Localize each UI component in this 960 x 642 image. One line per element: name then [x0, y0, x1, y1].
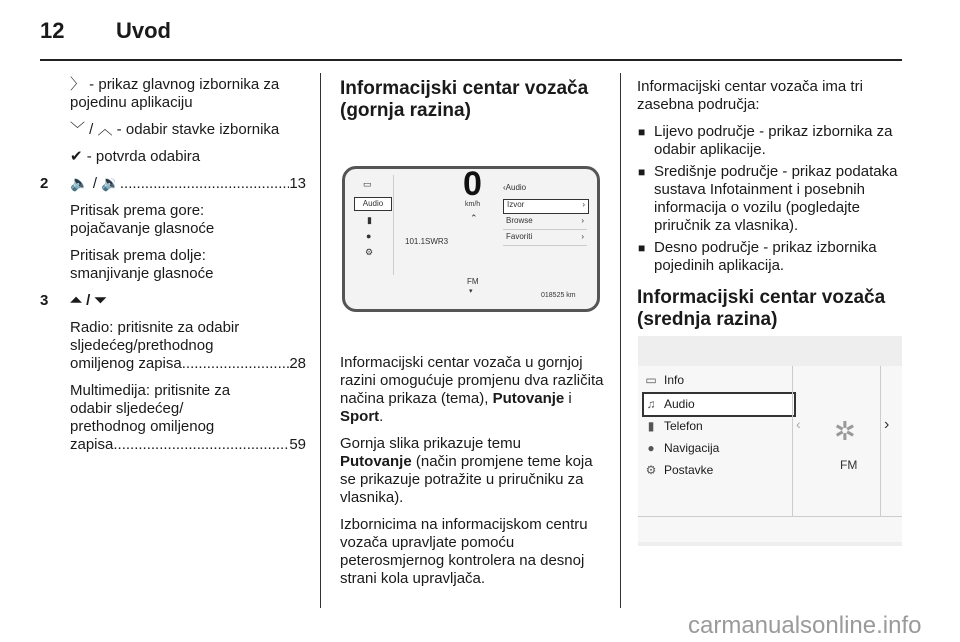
dic-middle-figure — [638, 336, 902, 546]
item-confirm: ✔ - potvrda odabira — [70, 148, 201, 165]
right-intro: Informacijski centar vozača ima tri zasebna područja: — [637, 78, 863, 113]
chevron-right-icon: 〉 — [70, 76, 86, 93]
divider-left — [792, 366, 793, 516]
radio-icon: ✲ — [834, 416, 856, 446]
menu-navigation: ● Navigacija — [644, 438, 794, 459]
item-3: 3 ⏶ / ⏷ Radio: pritisnite za odabir sljedećeg/prethodnog omiljenog zapisa ..... 28 Multimedija: pritisnite za odabir sljedećeg/ prethodnog omiljenog zapisa ..... 59 — [70, 292, 306, 454]
chevron-right-icon: › — [884, 416, 890, 433]
phone-icon: ▮ — [647, 419, 655, 433]
section-heading-middle: Informacijski centar vozača (srednja razina) — [637, 287, 886, 330]
station-name: 101.1SWR3 — [405, 237, 449, 246]
speed-value: 0 — [463, 166, 482, 203]
phone-icon: ▮ — [367, 215, 372, 225]
section-heading-upper: Informacijski centar vozača (gornja razina) — [340, 78, 589, 121]
navigation-icon: ● — [647, 441, 655, 455]
music-icon: ♫ — [646, 397, 656, 411]
middle-paragraph-1: Informacijski centar vozača u gornjoj razini omogućuje promjenu dva različita načina prikaza (tema), Putovanje i Sport. — [340, 354, 604, 425]
seek-icons: ⏶ / ⏷ — [70, 292, 107, 309]
odometer: 018525 km — [541, 292, 576, 299]
middle-paragraph-2: Gornja slika prikazuje temu Putovanje (način promjene teme koja se prikazuje potražite u priručniku za vlasnika). — [340, 435, 593, 506]
volume-icons: 🔈 / 🔉 — [70, 175, 120, 192]
page-number: 12 — [40, 18, 65, 43]
dic-upper-figure — [336, 130, 602, 340]
menu-settings: ⚙ Postavke — [644, 460, 794, 481]
info-icon: ▭ — [363, 179, 372, 189]
item-main-menu: 〉 - prikaz glavnog izbornika za pojedinu aplikaciju — [70, 76, 280, 111]
bullet-item: ■ Lijevo područje - prikaz izbornika za odabir aplikacije. — [637, 123, 905, 159]
dic-middle-screen — [638, 366, 902, 542]
bullet-item: ■ Desno područje - prikaz izbornika pojedinih aplikacija. — [637, 239, 905, 275]
info-icon: ▭ — [645, 373, 657, 387]
bullet-item: ■ Središnje područje - prikaz podataka sustava Infotainment i posebnih informacija o vozilu (pogledajte priručnik za vlasnika). — [637, 163, 905, 235]
watermark: carmanualsonline.info — [688, 612, 922, 639]
divider-right — [880, 366, 881, 516]
menu-info: ▭ Info — [644, 370, 794, 391]
item-select: ﹀ / ︿ - odabir stavke izbornika — [70, 121, 280, 138]
settings-icon: ⚙ — [365, 247, 374, 257]
menu-phone: ▮ Telefon — [644, 416, 794, 437]
middle-column — [340, 78, 604, 132]
arrow-up-icon: ⌃ — [470, 213, 478, 223]
column-divider-2 — [620, 73, 621, 608]
bottom-bar — [638, 516, 902, 517]
page-title: Uvod — [116, 18, 171, 43]
speed-unit: km/h — [465, 201, 481, 208]
menu-audio: Audio — [354, 197, 392, 211]
menu-browse: Browse › — [503, 216, 587, 230]
menu-source: Izvor › — [503, 199, 589, 214]
middle-paragraph-3: Izbornicima na informacijskom centru vozača upravljate pomoću peterosmjernog kontrolera na desnoj strani kola upravljača. — [340, 516, 588, 587]
header-rule — [40, 59, 902, 61]
left-column — [40, 76, 306, 463]
item-2: 2 🔈 / 🔉 ..... 13 Pritisak prema gore: pojačavanje glasnoće Pritisak prema dolje: smanjivanje glasnoće — [70, 175, 306, 283]
check-icon: ✔ — [70, 148, 83, 165]
right-column — [637, 78, 905, 341]
left-menu-panel — [351, 175, 394, 275]
chevron-down-up-icon: ﹀ / ︿ — [70, 121, 113, 138]
chevron-left-icon: ‹ — [796, 416, 801, 432]
band-label: FM — [467, 277, 479, 286]
dic-screen — [342, 166, 600, 312]
arrow-down-icon: ▾ — [469, 288, 473, 295]
menu-favorites: Favoriti › — [503, 232, 587, 246]
band-label: FM — [840, 458, 858, 472]
right-menu-header: ‹Audio — [503, 183, 527, 192]
navigation-icon: ● — [366, 231, 372, 241]
middle-text — [340, 354, 604, 597]
menu-audio: ♫ Audio — [642, 392, 796, 417]
column-divider-1 — [320, 73, 321, 608]
settings-icon: ⚙ — [645, 463, 657, 477]
